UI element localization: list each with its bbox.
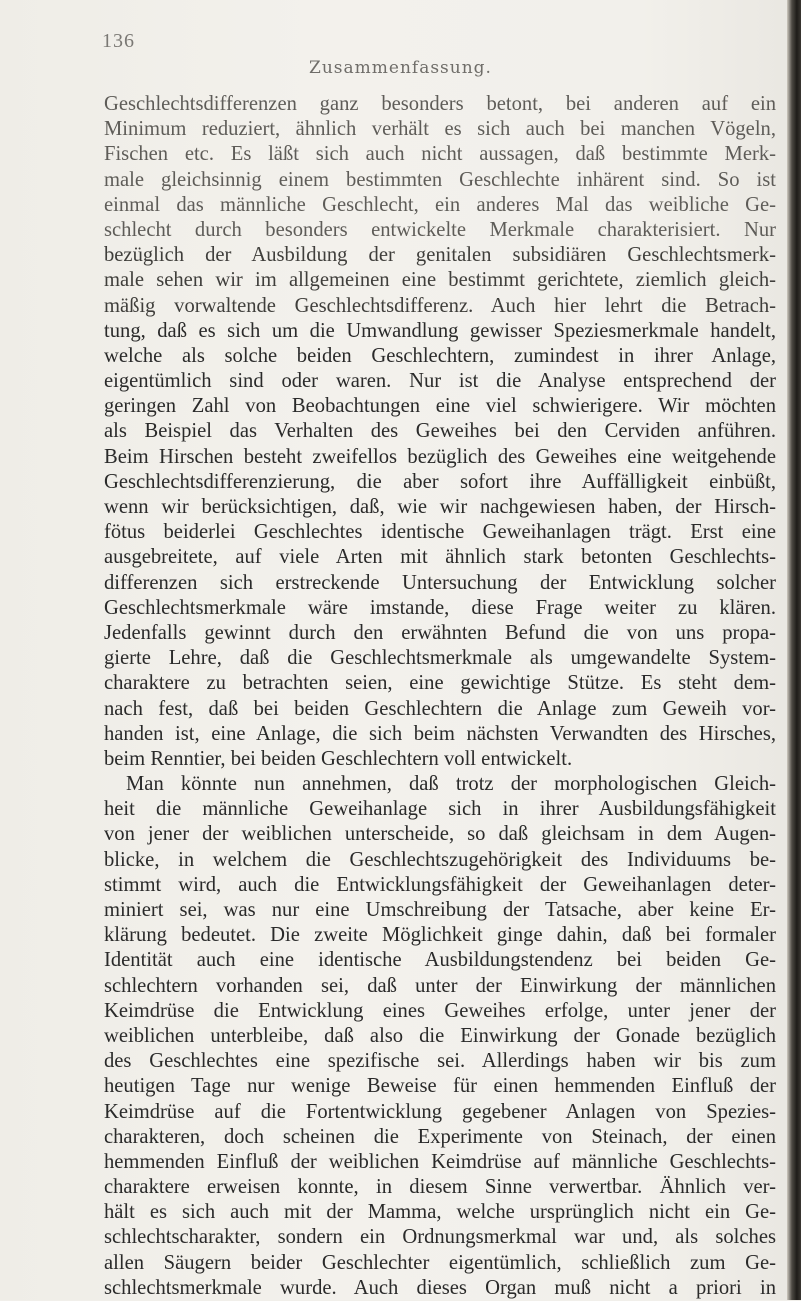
text-line: male sehen wir im allgemeinen eine bestimmt gerichtete, ziemlich gleich- — [104, 269, 776, 292]
text-line: Geschlechtsdifferenzen ganz besonders betont, bei anderen auf ein — [104, 93, 776, 115]
text-line: charaktere erweisen konnte, in diesem Sinne verwertbar. Ähnlich ver- — [104, 1176, 776, 1199]
text-line: blicke, in welchem die Geschlechtszugehörigkeit des Individuums be- — [104, 848, 776, 871]
text-line: stimmt wird, auch die Entwicklungsfähigkeit der Geweihanlagen deter- — [104, 873, 776, 896]
body-text — [104, 92, 776, 1301]
text-line: male gleichsinnig einem bestimmten Geschlechte inhärent sind. So ist — [104, 168, 776, 191]
text-line: schlechtsmerkmale wurde. Auch dieses Organ muß nicht a priori in — [104, 1276, 776, 1299]
text-line: hält es sich auch mit der Mamma, welche ursprünglich nicht ein Ge- — [104, 1201, 776, 1224]
text-line: bezüglich der Ausbildung der genitalen subsidiären Geschlechtsmerk- — [104, 244, 776, 267]
text-line: Keimdrüse die Entwicklung eines Geweihes erfolge, unter jener der — [104, 999, 776, 1022]
text-line: hemmenden Einfluß der weiblichen Keimdrüse auf männliche Geschlechts- — [104, 1150, 776, 1173]
text-line: als Beispiel das Verhalten des Geweihes bei den Cerviden anführen. — [104, 420, 776, 443]
text-line: gierte Lehre, daß die Geschlechtsmerkmale als umgewandelte System- — [104, 647, 776, 670]
text-line: nach fest, daß bei beiden Geschlechtern die Anlage zum Geweih vor- — [104, 697, 776, 720]
text-line: schlechtscharakter, sondern ein Ordnungsmerkmal war und, als solches — [104, 1226, 776, 1249]
text-line: wenn wir berücksichtigen, daß, wie wir nachgewiesen haben, der Hirsch- — [104, 496, 776, 518]
text-line: allen Säugern beider Geschlechter eigentümlich, schließlich zum Ge- — [104, 1251, 776, 1274]
text-line: Minimum reduziert, ähnlich verhält es sich auch bei manchen Vögeln, — [104, 118, 776, 141]
text-line: geringen Zahl von Beobachtungen eine viel schwierigere. Wir möchten — [104, 395, 776, 418]
text-line: welche als solche beiden Geschlechtern, zumindest in ihrer Anlage, — [104, 344, 776, 367]
text-line: des Geschlechtes eine spezifische sei. Allerdings haben wir bis zum — [104, 1050, 776, 1073]
text-line: mäßig vorwaltende Geschlechtsdifferenz. Auch hier lehrt die Betrach- — [104, 294, 776, 317]
text-line: einmal das männliche Geschlecht, ein anderes Mal das weibliche Ge- — [104, 193, 776, 216]
text-line: Beim Hirschen besteht zweifellos bezüglich des Geweihes eine weitgehende — [104, 445, 776, 468]
text-line: tung, daß es sich um die Umwandlung gewisser Speziesmerkmale handelt, — [104, 319, 776, 342]
running-head: Zusammenfassung. — [309, 58, 492, 78]
text-line: Fischen etc. Es läßt sich auch nicht aussagen, daß bestimmte Merk- — [104, 143, 776, 166]
text-line: heit die männliche Geweihanlage sich in ihrer Ausbildungsfähigkeit — [104, 798, 776, 821]
text-line: miniert sei, was nur eine Umschreibung der Tatsache, aber keine Er- — [104, 899, 776, 921]
text-line: von jener der weiblichen unterscheide, so daß gleichsam in dem Augen- — [104, 823, 776, 846]
text-line: schlecht durch besonders entwickelte Merkmale charakterisiert. Nur — [104, 218, 776, 241]
page-edge-shadow — [787, 0, 801, 1300]
text-line: eigentümlich sind oder waren. Nur ist die Analyse entsprechend der — [104, 370, 776, 393]
text-line: charakteren, doch scheinen die Experimente von Steinach, der einen — [104, 1125, 776, 1148]
text-line: klärung bedeutet. Die zweite Möglichkeit ginge dahin, daß bei formaler — [104, 924, 776, 947]
text-line: heutigen Tage nur wenige Beweise für einen hemmenden Einfluß der — [104, 1075, 776, 1098]
text-line: differenzen sich erstreckende Untersuchung der Entwicklung solcher — [104, 571, 776, 594]
text-line: weiblichen unterbleibe, daß also die Einwirkung der Gonade bezüglich — [104, 1024, 776, 1047]
page-number: 136 — [102, 30, 135, 52]
text-line: charaktere zu betrachten seien, eine gewichtige Stütze. Es steht dem- — [104, 672, 776, 695]
text-line: Man könnte nun annehmen, daß trotz der morphologischen Gleich- — [126, 773, 776, 796]
text-line: fötus beiderlei Geschlechtes identische Geweihanlagen trägt. Erst eine — [104, 521, 776, 544]
text-line: beim Renntier, bei beiden Geschlechtern voll entwickelt. — [104, 747, 573, 770]
text-line: ausgebreitete, auf viele Arten mit ähnlich stark betonten Geschlechts- — [104, 546, 776, 569]
text-line: Geschlechtsmerkmale wäre imstande, diese Frage weiter zu klären. — [104, 596, 776, 619]
text-line: Keimdrüse auf die Fortentwicklung gegebener Anlagen von Spezies- — [104, 1100, 776, 1123]
text-line: schlechtern vorhanden sei, daß unter der Einwirkung der männlichen — [104, 974, 776, 997]
text-line: Jedenfalls gewinnt durch den erwähnten Befund die von uns propa- — [104, 621, 776, 644]
text-line: Identität auch eine identische Ausbildungstendenz bei beiden Ge- — [104, 949, 776, 972]
text-line: handen ist, eine Anlage, die sich beim nächsten Verwandten des Hirsches, — [104, 722, 776, 745]
text-line: Geschlechtsdifferenzierung, die aber sofort ihre Auffälligkeit einbüßt, — [104, 470, 776, 493]
